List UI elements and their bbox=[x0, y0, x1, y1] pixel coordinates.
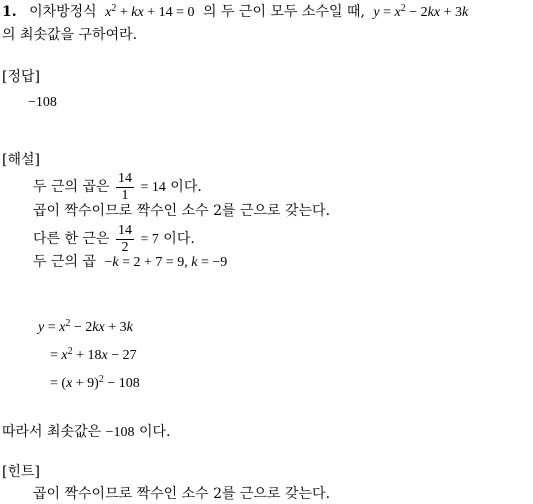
fraction-denominator: 2 bbox=[121, 239, 129, 255]
solution-step-2: 곱이 짝수이므로 짝수인 소수 2를 근으로 갖는다. bbox=[33, 203, 331, 219]
fraction-14-over-2 bbox=[116, 223, 134, 256]
problem-text-a: 이차방정식 bbox=[29, 4, 97, 20]
hint-label: [힌트] bbox=[2, 464, 40, 480]
answer-value: −108 bbox=[28, 95, 57, 110]
equation-line-1: $y = x^2 - 2kx + 3k$ bbox=[38, 318, 133, 335]
hint-text: 곱이 짝수이므로 짝수인 소수 2를 근으로 갖는다. bbox=[33, 486, 331, 502]
solution-step-1-value: = 14 bbox=[140, 180, 166, 195]
solution-step-4-math: −k = 2 + 7 = 9, k = −9 bbox=[104, 255, 228, 270]
problem-equation: $x^2$ + kx + 14 = 0 bbox=[105, 3, 195, 20]
answer-label: [정답] bbox=[2, 69, 40, 85]
solution-label: [해설] bbox=[2, 152, 40, 168]
conclusion-value: −108 bbox=[105, 425, 135, 440]
fraction-numerator: 14 bbox=[117, 222, 132, 238]
fraction-denominator: 1 bbox=[121, 187, 129, 203]
solution-step-1-end: 이다. bbox=[170, 179, 202, 195]
solution-step-3-value: = 7 bbox=[140, 232, 159, 247]
problem-number: 1. bbox=[2, 4, 17, 20]
conclusion bbox=[2, 424, 170, 441]
equation-line-3: = $(x + 9)^2 - 108$ bbox=[50, 374, 140, 391]
problem-text-b: 의 두 근이 모두 소수일 때, bbox=[202, 4, 365, 20]
solution-step-3-text: 다른 한 근은 bbox=[33, 231, 110, 247]
problem-function: $y = x^2 - 2kx + 3k$ bbox=[373, 3, 469, 20]
equation-line-2: = $x^2 + 18x - 27$ bbox=[50, 346, 137, 363]
solution-step-4-text: 두 근의 곱 bbox=[33, 254, 96, 270]
solution-step-3-end: 이다. bbox=[163, 231, 195, 247]
solution-step-4 bbox=[33, 254, 227, 271]
solution-step-1 bbox=[33, 170, 202, 205]
fraction-14-over-1 bbox=[116, 171, 134, 204]
problem-line-2: 의 최솟값을 구하여라. bbox=[2, 27, 138, 43]
solution-step-1-text: 두 근의 곱은 bbox=[33, 179, 110, 195]
fraction-numerator: 14 bbox=[117, 170, 132, 186]
solution-step-3 bbox=[33, 222, 195, 257]
conclusion-text: 따라서 최솟값은 bbox=[2, 424, 102, 440]
problem-line-1 bbox=[2, 4, 468, 21]
conclusion-end: 이다. bbox=[138, 424, 171, 440]
